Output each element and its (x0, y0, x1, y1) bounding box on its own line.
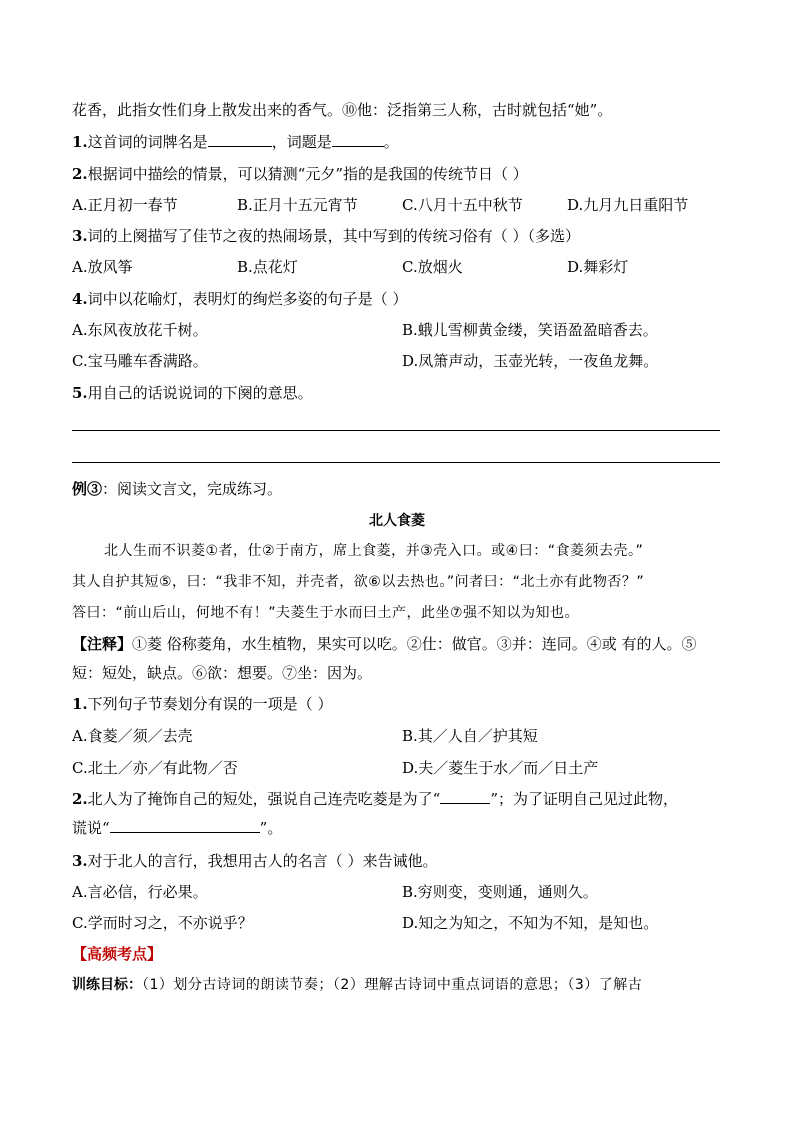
q4-option-d[interactable]: D.凤箫声动，玉壶光转，一夜鱼龙舞。 (402, 352, 659, 370)
q3-option-d[interactable]: D.舞彩灯 (567, 258, 629, 276)
q2-option-b[interactable]: B.正月十五元宵节 (237, 196, 358, 214)
p2-text-d: ”。 (259, 819, 283, 837)
p2-text-b: ”；为了证明自己见过此物， (490, 790, 679, 808)
passage-line-3: 答曰：“前山后山，何地不有！”夫菱生于水而曰土产，此坐⑦强不知以为知也。 (72, 605, 580, 621)
q4-number: 4. (72, 290, 88, 308)
passage-title: 北人食菱 (369, 513, 425, 529)
q4-option-c[interactable]: C.宝马雕车香满路。 (72, 352, 208, 370)
passage-question-2-cont (72, 818, 282, 838)
q2-option-a[interactable]: A.正月初一春节 (72, 196, 178, 214)
answer-line-1[interactable] (72, 430, 720, 431)
p3-option-d[interactable]: D.知之为知之，不知为不知，是知也。 (402, 914, 659, 932)
q2-text: 根据词中描绘的情景，可以猜测“元夕”指的是我国的传统节日（ ） (87, 165, 528, 183)
p2-text-a: 北人为了掩饰自己的短处，强说自己连壳吃菱是为了“ (87, 790, 441, 808)
p3-option-b[interactable]: B.穷则变，变则通，通则久。 (402, 883, 598, 901)
passage-question-1 (72, 694, 332, 714)
p1-text: 下列句子节奏划分有误的一项是（ ） (87, 695, 333, 713)
example-heading (72, 479, 282, 499)
q1-number: 1. (72, 133, 88, 151)
p2-blank-2[interactable] (110, 818, 260, 833)
q5-text: 用自己的话说说词的下阕的意思。 (87, 384, 313, 402)
passage-question-2 (72, 789, 678, 809)
example-label: 例③ (72, 480, 103, 498)
question-1 (72, 132, 399, 152)
q4-option-a[interactable]: A.东风夜放花千树。 (72, 321, 208, 339)
q4-option-b[interactable]: B.蛾儿雪柳黄金缕，笑语盈盈暗香去。 (402, 321, 658, 339)
annotation-line-1 (72, 634, 697, 654)
q2-option-d[interactable]: D.九月九日重阳节 (567, 196, 689, 214)
training-goals (72, 975, 642, 995)
q1-blank-1[interactable] (208, 132, 272, 147)
q3-text: 词的上阕描写了佳节之夜的热闹场景，其中写到的传统习俗有（ ）（多选） (87, 227, 580, 245)
annotation-line-2: 短：短处，缺点。⑥欲：想要。⑦坐：因为。 (72, 664, 373, 682)
high-frequency-heading: 【高频考点】 (72, 945, 163, 963)
q1-blank-2[interactable] (332, 132, 384, 147)
passage-line-1: 北人生而不识菱①者，仕②于南方，席上食菱，并③壳入口。或④曰：“食菱须去壳。” (104, 543, 644, 559)
goals-text: （1）划分古诗词的朗读节奏；（2）理解古诗词中重点词语的意思；（3）了解古 (142, 977, 643, 993)
p2-blank-1[interactable] (440, 789, 490, 804)
p3-text: 对于北人的言行，我想用古人的名言（ ）来告诫他。 (87, 852, 438, 870)
annotation-label: 【注释】 (72, 635, 133, 653)
p3-option-a[interactable]: A.言必信，行必果。 (72, 883, 208, 901)
q1-text-a: 这首词的词牌名是 (87, 133, 208, 151)
annotation-text-1: ①菱 俗称菱角，水生植物，果实可以吃。②仕：做官。③并：连同。④或 有的人。⑤ (132, 635, 697, 653)
q3-number: 3. (72, 227, 88, 245)
q3-option-c[interactable]: C.放烟火 (402, 258, 463, 276)
p2-number: 2. (72, 790, 88, 808)
q2-option-c[interactable]: C.八月十五中秋节 (402, 196, 523, 214)
example-instruction: ：阅读文言文，完成练习。 (102, 480, 283, 498)
p3-number: 3. (72, 852, 88, 870)
q1-text-c: 。 (383, 133, 399, 151)
p1-number: 1. (72, 695, 88, 713)
q5-number: 5. (72, 384, 88, 402)
q4-text: 词中以花喻灯，表明灯的绚烂多姿的句子是（ ） (87, 290, 408, 308)
goals-label: 训练目标： (72, 977, 142, 993)
p3-option-c[interactable]: C.学而时习之，不亦说乎？ (72, 914, 253, 932)
p1-option-b[interactable]: B.其／人自／护其短 (402, 727, 538, 745)
question-2 (72, 164, 528, 184)
p1-option-c[interactable]: C.北土／亦／有此物／否 (72, 759, 238, 777)
q3-option-a[interactable]: A.放风筝 (72, 258, 133, 276)
q2-number: 2. (72, 165, 88, 183)
passage-question-3 (72, 851, 437, 871)
note-tail: 花香，此指女性们身上散发出来的香气。⑩他：泛指第三人称，古时就包括“她”。 (72, 101, 613, 119)
p1-option-a[interactable]: A.食菱／须／去壳 (72, 727, 193, 745)
question-5 (72, 383, 313, 403)
question-3 (72, 226, 580, 246)
q1-text-b: ，词题是 (271, 133, 332, 151)
passage-line-2: 其人自护其短⑤，曰：“我非不知，并壳者，欲⑥以去热也。”问者曰：“北土亦有此物否？” (72, 574, 645, 590)
p1-option-d[interactable]: D.夫／菱生于水／而／日土产 (402, 759, 599, 777)
question-4 (72, 289, 407, 309)
q3-option-b[interactable]: B.点花灯 (237, 258, 298, 276)
p2-text-c: 谎说“ (72, 819, 110, 837)
answer-line-2[interactable] (72, 462, 720, 463)
